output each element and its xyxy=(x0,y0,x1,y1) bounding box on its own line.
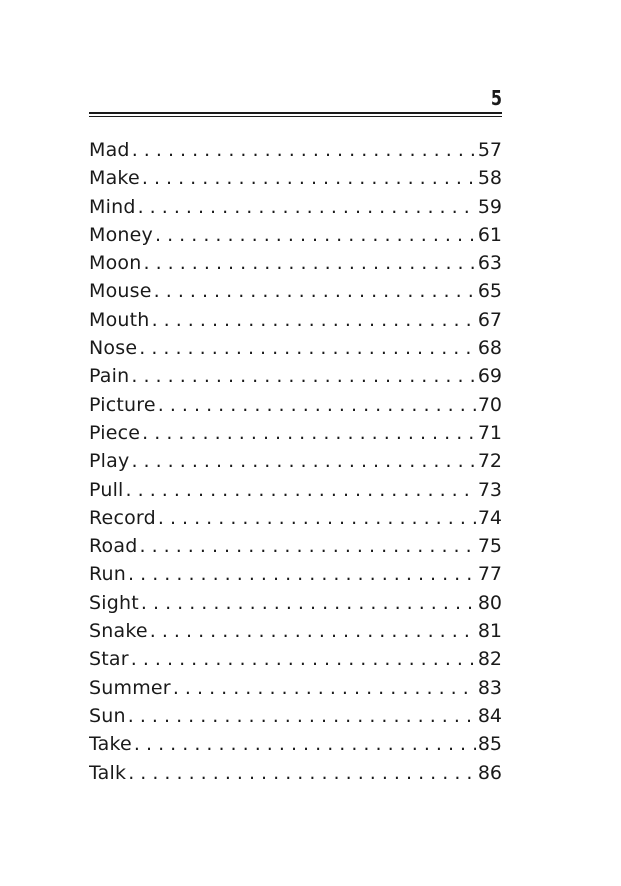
toc-entry-word: Pain xyxy=(89,365,130,388)
dot-leader xyxy=(150,306,476,334)
page-number: 5 xyxy=(490,86,502,110)
dot-leader xyxy=(129,362,476,390)
toc-entry[interactable] xyxy=(89,674,502,702)
toc-entry-word: Picture xyxy=(89,393,156,416)
dot-leader xyxy=(148,617,476,645)
toc-entry[interactable] xyxy=(89,476,502,504)
dot-leader xyxy=(156,391,476,419)
toc-entry-word: Run xyxy=(89,563,127,586)
dot-leader xyxy=(124,476,476,504)
toc-entry-word: Moon xyxy=(89,252,142,275)
toc-entry[interactable] xyxy=(89,759,502,787)
dot-leader xyxy=(141,249,476,277)
toc-entry-page: 61 xyxy=(477,223,502,246)
toc-entry[interactable] xyxy=(89,306,502,334)
toc-entry-page: 71 xyxy=(477,421,502,444)
dot-leader xyxy=(129,447,476,475)
toc-entry[interactable] xyxy=(89,532,502,560)
dot-leader xyxy=(140,164,476,192)
toc-entry[interactable] xyxy=(89,193,502,221)
toc-entry-page: 75 xyxy=(477,535,502,558)
toc-entry[interactable] xyxy=(89,645,502,673)
dot-leader xyxy=(156,504,476,532)
toc-entry-word: Road xyxy=(89,535,138,558)
toc-entry[interactable] xyxy=(89,334,502,362)
toc-entry[interactable] xyxy=(89,136,502,164)
toc-entry-page: 68 xyxy=(477,337,502,360)
toc-entry-word: Pull xyxy=(89,478,124,501)
toc-entry[interactable] xyxy=(89,730,502,758)
toc-entry-word: Sun xyxy=(89,704,126,727)
dot-leader xyxy=(126,759,476,787)
toc-entry-page: 81 xyxy=(477,620,502,643)
toc-entry-word: Sight xyxy=(89,591,139,614)
dot-leader xyxy=(126,702,476,730)
toc-entry-page: 57 xyxy=(477,139,502,161)
toc-entry[interactable] xyxy=(89,221,502,249)
dot-leader xyxy=(137,334,476,362)
toc-entry-word: Mouse xyxy=(89,280,152,303)
toc-entry-page: 59 xyxy=(477,195,502,218)
toc-entry-page: 72 xyxy=(477,450,502,473)
dot-leader xyxy=(136,193,476,221)
dot-leader xyxy=(126,560,476,588)
toc-entry-word: Talk xyxy=(89,761,127,784)
toc-entry[interactable] xyxy=(89,277,502,305)
toc-entry-word: Money xyxy=(89,223,153,246)
toc-entry-page: 85 xyxy=(477,733,502,756)
toc-entry-word: Record xyxy=(89,506,156,529)
toc-entry-word: Mind xyxy=(89,195,136,218)
toc-entry[interactable] xyxy=(89,702,502,730)
toc-entry-word: Play xyxy=(89,450,130,473)
toc-entry[interactable] xyxy=(89,617,502,645)
dot-leader xyxy=(130,136,476,164)
toc-entry[interactable] xyxy=(89,164,502,192)
toc-entry-page: 63 xyxy=(477,252,502,275)
header-rule-thick xyxy=(89,112,502,114)
toc-entry[interactable] xyxy=(89,249,502,277)
dot-leader xyxy=(139,589,476,617)
toc-entry-page: 74 xyxy=(477,506,502,529)
toc-entry-word: Summer xyxy=(89,676,171,699)
toc-entry-page: 80 xyxy=(477,591,502,614)
toc-entry-word: Snake xyxy=(89,620,148,643)
toc-entry-page: 67 xyxy=(477,308,502,331)
toc-entry-word: Take xyxy=(89,733,132,756)
table-of-contents xyxy=(89,136,502,787)
toc-entry-page: 65 xyxy=(477,280,502,303)
toc-entry-word: Star xyxy=(89,648,129,671)
toc-entry[interactable] xyxy=(89,589,502,617)
toc-entry[interactable] xyxy=(89,362,502,390)
header-rule-thin xyxy=(89,116,502,117)
dot-leader xyxy=(171,674,476,702)
dot-leader xyxy=(140,419,476,447)
toc-entry[interactable] xyxy=(89,504,502,532)
dot-leader xyxy=(137,532,476,560)
toc-entry[interactable] xyxy=(89,447,502,475)
dot-leader xyxy=(152,277,476,305)
toc-entry-word: Mouth xyxy=(89,308,150,331)
toc-entry-page: 83 xyxy=(477,676,502,699)
toc-entry[interactable] xyxy=(89,419,502,447)
toc-entry-page: 84 xyxy=(477,704,502,727)
toc-entry-page: 70 xyxy=(477,393,502,416)
toc-entry-page: 69 xyxy=(477,365,502,388)
toc-entry-page: 58 xyxy=(477,167,502,190)
toc-entry-page: 73 xyxy=(477,478,502,501)
toc-entry-page: 86 xyxy=(477,761,502,784)
toc-entry[interactable] xyxy=(89,560,502,588)
dot-leader xyxy=(129,645,476,673)
toc-entry-word: Nose xyxy=(89,337,138,360)
toc-entry-word: Mad xyxy=(89,139,130,161)
toc-entry-page: 77 xyxy=(477,563,502,586)
dot-leader xyxy=(153,221,476,249)
toc-entry[interactable] xyxy=(89,391,502,419)
toc-entry-word: Piece xyxy=(89,421,141,444)
toc-entry-word: Make xyxy=(89,167,140,190)
toc-entry-page: 82 xyxy=(477,648,502,671)
dot-leader xyxy=(132,730,476,758)
